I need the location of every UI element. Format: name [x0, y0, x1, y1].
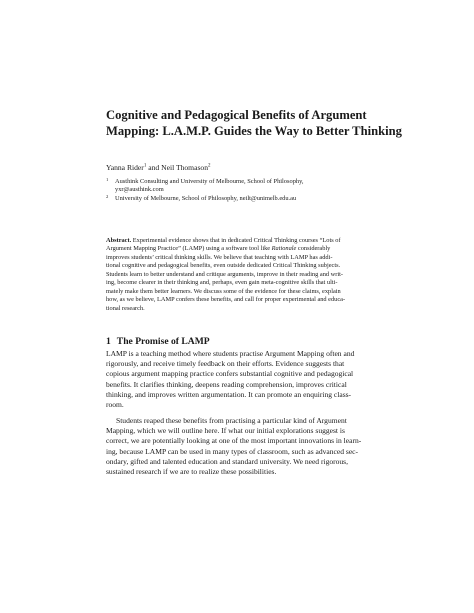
author-name: Yanna Rider — [106, 163, 144, 172]
abstract-line: improves students’ critical thinking skills. We believe that teaching with LAMP has addi- — [106, 253, 333, 261]
body-line: thinking, and improves written argumentation. It can promote an enquiring class- — [106, 389, 352, 399]
body-line: ing, because LAMP can be used in many types of classroom, such as advanced sec- — [106, 446, 359, 456]
body-line: correct, we are potentially looking at one of the most important innovations in learn- — [106, 436, 362, 446]
author-name: Neil Thomason — [161, 163, 209, 172]
affiliation-mark: 2 — [208, 163, 211, 169]
body-paragraph — [106, 349, 374, 410]
body-line: benefits. It clarifies thinking, deepens reading comprehension, improves critical — [106, 379, 347, 389]
abstract-line — [106, 237, 370, 245]
section-number: 1 — [106, 335, 111, 347]
abstract-line: ing, become clearer in their thinking and, perhaps, even gain meta-cognitive skills that ulti- — [106, 279, 338, 287]
affiliation — [106, 195, 296, 203]
abstract-text: considerably — [296, 245, 331, 253]
affiliation — [106, 178, 303, 194]
affiliation-number: 2 — [106, 194, 109, 199]
body-line: rigorously, and receive timely feedback on their efforts. Evidence suggests that — [106, 359, 345, 369]
paper-title — [106, 108, 406, 139]
abstract-text: Experimental evidence shows that in dedicated Critical Thinking courses “Lots of — [131, 237, 341, 244]
body-line: sustained research if we are to realize these possibilities. — [106, 467, 277, 477]
software-name: Rationale — [271, 245, 297, 253]
abstract-line: tional research. — [106, 304, 145, 312]
author-list — [106, 163, 211, 172]
body-line: copious argument mapping practice confers substantial cognitive and pedagogical — [106, 369, 354, 379]
section-heading — [106, 336, 210, 347]
author-connector: and — [148, 163, 160, 172]
abstract — [106, 237, 370, 313]
body-line: Mapping, which we will outline here. If what our initial explorations suggest is — [106, 426, 345, 436]
abstract-line: Students learn to better understand and critique arguments, improve in their reading and writ- — [106, 270, 344, 278]
abstract-line: tional cognitive and pedagogical benefits, even outside dedicated Critical Thinking subjects. — [106, 262, 341, 270]
abstract-line: how, as we believe, LAMP confers these benefits, and call for proper experimental and educa- — [106, 296, 346, 304]
title-line: Mapping: L.A.M.P. Guides the Way to Better Thinking — [106, 123, 402, 138]
section-title: The Promise of LAMP — [116, 335, 210, 347]
affiliation-email: yxr@austhink.com — [115, 186, 164, 194]
body-line: room. — [106, 400, 124, 410]
body-line: LAMP is a teaching method where students practise Argument Mapping often and — [106, 349, 355, 358]
affiliation-line: University of Melbourne, School of Philosophy, neilt@unimelb.edu.au — [115, 195, 297, 202]
affiliation-line: Austhink Consulting and University of Melbourne, School of Philosophy, — [115, 178, 304, 185]
body-line: Students reaped these benefits from practising a particular kind of Argument — [116, 416, 347, 425]
abstract-line — [106, 245, 370, 253]
affiliation-mark: 1 — [143, 163, 147, 169]
body-paragraph — [106, 416, 374, 477]
abstract-label: Abstract. — [106, 237, 132, 244]
abstract-line: mately make them better learners. We discuss some of the evidence for these claims, explain — [106, 287, 341, 295]
abstract-text: Argument Mapping Practice” (LAMP) using a software tool like — [106, 245, 272, 253]
affiliation-number: 1 — [106, 177, 109, 182]
title-line: Cognitive and Pedagogical Benefits of Argument — [106, 108, 367, 122]
body-line: ondary, gifted and talented education and standard university. We need rigorous, — [106, 456, 349, 466]
